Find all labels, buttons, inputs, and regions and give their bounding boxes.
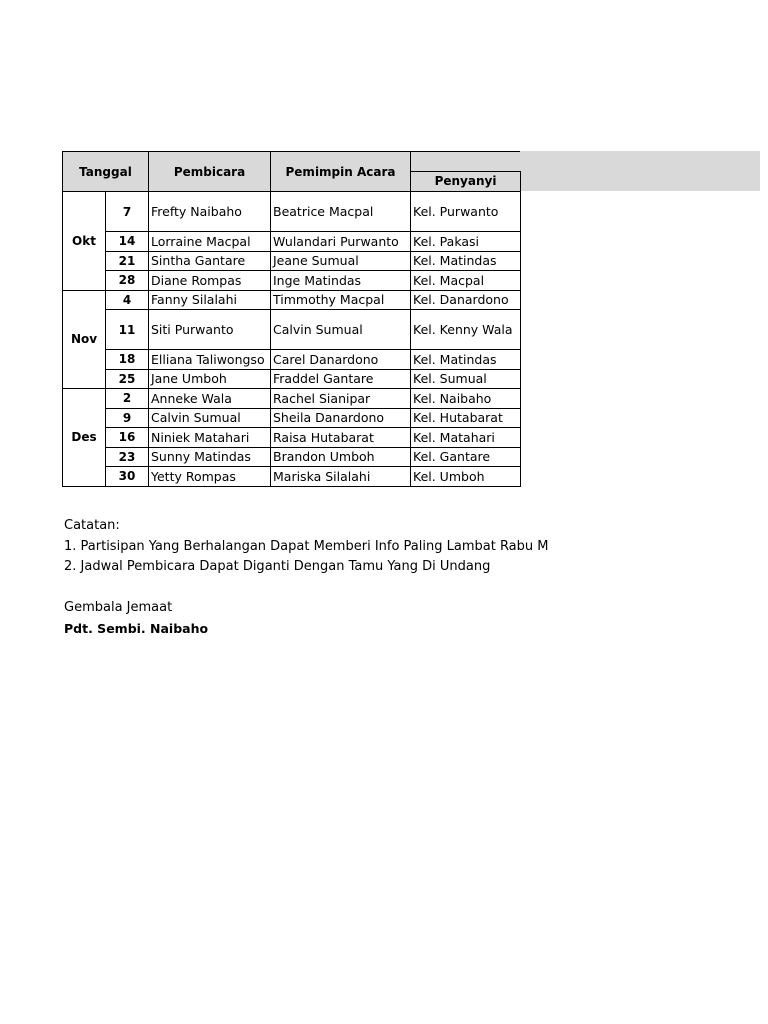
pembicara-cell: Sintha Gantare — [149, 251, 271, 271]
pemimpin-acara-cell: Beatrice Macpal — [271, 192, 411, 232]
pemimpin-acara-cell: Timmothy Macpal — [271, 290, 411, 310]
pemimpin-acara-cell: Inge Matindas — [271, 271, 411, 291]
penyanyi-cell: Kel. Matahari — [411, 428, 521, 448]
pembicara-cell: Jane Umboh — [149, 369, 271, 389]
day-cell: 14 — [106, 232, 149, 252]
penyanyi-cell: Kel. Purwanto — [411, 192, 521, 232]
pembicara-cell: Diane Rompas — [149, 271, 271, 291]
pembicara-cell: Anneke Wala — [149, 389, 271, 409]
month-cell: Des — [63, 389, 106, 487]
table-row — [63, 251, 521, 271]
penyanyi-cell: Kel. Gantare — [411, 447, 521, 467]
table-row — [63, 290, 521, 310]
penyanyi-cell: Kel. Matindas — [411, 350, 521, 370]
note-item-2: 2. Jadwal Pembicara Dapat Diganti Dengan Tamu Yang Di Undang — [64, 559, 491, 574]
day-cell: 16 — [106, 428, 149, 448]
header-fill-band — [520, 151, 760, 191]
header-tanggal: Tanggal — [63, 152, 149, 192]
day-cell: 23 — [106, 447, 149, 467]
day-cell: 2 — [106, 389, 149, 409]
day-cell: 7 — [106, 192, 149, 232]
penyanyi-cell: Kel. Matindas — [411, 251, 521, 271]
pemimpin-acara-cell: Mariska Silalahi — [271, 467, 411, 487]
signature-role: Gembala Jemaat — [64, 600, 173, 615]
table-row — [63, 192, 521, 232]
pembicara-cell: Fanny Silalahi — [149, 290, 271, 310]
penyanyi-cell: Kel. Macpal — [411, 271, 521, 291]
pemimpin-acara-cell: Fraddel Gantare — [271, 369, 411, 389]
penyanyi-cell: Kel. Danardono — [411, 290, 521, 310]
notes-section — [64, 516, 549, 639]
pemimpin-acara-cell: Sheila Danardono — [271, 408, 411, 428]
pemimpin-acara-cell: Rachel Sianipar — [271, 389, 411, 409]
pemimpin-acara-cell: Wulandari Purwanto — [271, 232, 411, 252]
note-item-1: 1. Partisipan Yang Berhalangan Dapat Memberi Info Paling Lambat Rabu M — [64, 538, 549, 554]
pemimpin-acara-cell: Carel Danardono — [271, 350, 411, 370]
table-row — [63, 369, 521, 389]
pemimpin-acara-cell: Brandon Umboh — [271, 447, 411, 467]
notes-title: Catatan: — [64, 518, 120, 533]
penyanyi-cell: Kel. Umboh — [411, 467, 521, 487]
table-row — [63, 467, 521, 487]
day-cell: 25 — [106, 369, 149, 389]
pemimpin-acara-cell: Calvin Sumual — [271, 310, 411, 350]
signature-name: Pdt. Sembi. Naibaho — [64, 620, 209, 636]
day-cell: 9 — [106, 408, 149, 428]
pemimpin-acara-cell: Raisa Hutabarat — [271, 428, 411, 448]
pembicara-cell: Siti Purwanto — [149, 310, 271, 350]
table-row — [63, 428, 521, 448]
penyanyi-cell: Kel. Sumual — [411, 369, 521, 389]
table-row — [63, 447, 521, 467]
table-row — [63, 389, 521, 409]
header-penyanyi: Penyanyi — [411, 171, 521, 191]
penyanyi-cell: Kel. Hutabarat — [411, 408, 521, 428]
pembicara-cell: Elliana Taliwongso — [149, 350, 271, 370]
day-cell: 30 — [106, 467, 149, 487]
table-row — [63, 350, 521, 370]
pembicara-cell: Niniek Matahari — [149, 428, 271, 448]
table-row — [63, 408, 521, 428]
pembicara-cell: Frefty Naibaho — [149, 192, 271, 232]
day-cell: 18 — [106, 350, 149, 370]
schedule-body — [63, 192, 521, 487]
day-cell: 4 — [106, 290, 149, 310]
header-pemimpin-acara: Pemimpin Acara — [271, 152, 411, 192]
day-cell: 21 — [106, 251, 149, 271]
schedule-table — [62, 151, 521, 487]
month-cell: Okt — [63, 192, 106, 291]
table-row — [63, 271, 521, 291]
day-cell: 28 — [106, 271, 149, 291]
pembicara-cell: Lorraine Macpal — [149, 232, 271, 252]
table-row — [63, 232, 521, 252]
penyanyi-cell: Kel. Naibaho — [411, 389, 521, 409]
pemimpin-acara-cell: Jeane Sumual — [271, 251, 411, 271]
day-cell: 11 — [106, 310, 149, 350]
pembicara-cell: Sunny Matindas — [149, 447, 271, 467]
month-cell: Nov — [63, 290, 106, 389]
pembicara-cell: Calvin Sumual — [149, 408, 271, 428]
table-row — [63, 310, 521, 350]
penyanyi-cell: Kel. Pakasi — [411, 232, 521, 252]
header-pembicara: Pembicara — [149, 152, 271, 192]
header-group-blank — [411, 152, 521, 172]
penyanyi-cell: Kel. Kenny Wala — [411, 310, 521, 350]
pembicara-cell: Yetty Rompas — [149, 467, 271, 487]
